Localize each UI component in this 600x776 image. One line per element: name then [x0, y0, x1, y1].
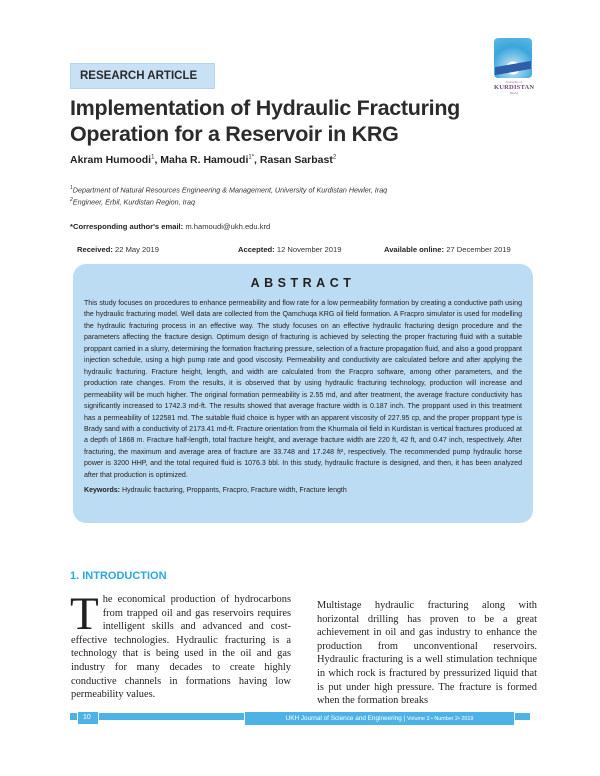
- abstract-heading: ABSTRACT: [250, 276, 356, 290]
- journal-name: UKH Journal of Science and Engineering: [285, 715, 402, 722]
- affiliation-1: $^1$Department of Natural Resources Engineering & Management, University of Kurdistan Hewler, Iraq: [70, 185, 388, 195]
- corresponding-author: [70, 222, 270, 231]
- author-name: Maha R. Hamoudi: [160, 154, 249, 166]
- paper-title: Implementation of Hydraulic Fracturing Operation for a Reservoir in KRG: [70, 96, 460, 146]
- journal-footer: UKH Journal of Science and Engineering | Volume 3 • Number 2• 2019: [244, 711, 515, 726]
- author-name: Akram Humoodi: [70, 154, 152, 166]
- keywords-label: Keywords:: [84, 487, 121, 495]
- journal-issue: Volume 3 • Number 2• 2019: [407, 716, 474, 722]
- affiliation-2: $^2$Engineer, Erbil, Kurdistan Region, Iraq: [70, 197, 196, 207]
- keywords-list: Hydraulic fracturing, Proppants, Fracpro, Fracture width, Fracture length: [122, 487, 347, 495]
- section-heading-introduction: 1. INTRODUCTION: [70, 570, 167, 582]
- online-date: Available online: 27 December 2019: [384, 245, 511, 254]
- drop-cap: T: [70, 588, 99, 640]
- intro-right-column: Multistage hydraulic fracturing along with horizontal drilling has proven to be a great achievement in oil and gas industry to enhance the production from unconventional reservoirs. Hydraulic fracturing is a well stimulation technique in which rock is fractured by pressurized liquid that is put under high pressure. The fracture is formed when the formation breaks: [317, 600, 537, 707]
- logo-line2: KURDISTAN: [494, 84, 535, 91]
- logo-line1: University of: [506, 80, 522, 84]
- corresponding-email[interactable]: m.hamoudi@ukh.edu.krd: [185, 222, 271, 231]
- accepted-date: Accepted: 12 November 2019: [238, 245, 342, 254]
- keywords: [84, 487, 522, 494]
- author-name: Rasan Sarbast: [259, 154, 333, 166]
- sunburst-logo-icon: [494, 38, 532, 78]
- page-number: 10: [77, 711, 99, 725]
- author-list: Akram Humoodi$^1$, Maha R. Hamoudi$^{1*}$, Rasan Sarbast$^2$: [70, 154, 337, 166]
- abstract-text: This study focuses on procedures to enhance permeability and flow rate for a low permeability formation by creating a conductive path using the hydraulic fracturing model. Well data are collected from the Qamchuqa KRG oil field formation. A Fracpro simulator is used for modelling the hydraulic fracturing process in an effective way. The study focuses on an effective hydraulic fracturing design procedure and the parameters affecting the fracture design. Optimum design of fracturing is achieved by selecting the proper fracturing fluid with a suitable proppant carried in a slurry, determining the formation fracturing pressure, selection of a fracture propagation fluid, and also a good proppant injection schedule, using a high pump rate and good viscosity. Permeability and conductivity are calculated before and after applying the hydraulic fracturing. Fracture height, length, and width are calculated from the Fracpro software, among other parameters, and the production rate changes. From the results, it is observed that by using hydraulic fracturing technology, production will increase and permeability will be much higher. The original formation permeability is 2.55 md, and after treatment, the average fracture conductivity has significantly increased to 1742.3 md-ft. The results showed that average fracture width is 0.187 inch. The proppant used in this treatment has a permeability of 122581 md. The suitable fluid choice is hyper with an apparent viscosity of 227.95 cp, and the proper proppant type is Brady sand with a conductivity of 2173.41 md-ft. Fracture orientation from the Khurmala oil field in Kurdistan is vertical fractures produced at a depth of 1868 m. Fracture half-length, total fracture height, and average fracture width are 220 ft, 42 ft, and 0.47 inch, respectively. After fracturing, the maximum and average area of fracture are 33.748 and 17.248 ft², respectively. The recommended pump hydraulic horse power is 3200 HHP, and the total required fluid is 1076.3 bbl. In this study, hydraulic fracture is designed, and then, it has been analyzed after that production is optimized.: [84, 300, 522, 479]
- corresponding-label: *Corresponding author's email:: [70, 222, 184, 231]
- logo-line3: Hewler: [509, 91, 519, 95]
- received-date: Received: 22 May 2019: [77, 245, 159, 254]
- intro-left-column: [70, 588, 291, 702]
- intro-left-text: he economical production of hydrocarbons from trapped oil and gas reservoirs requires intelligent skills and advanced and cost-effective technologies. Hydraulic fracturing is a technology that is being used in the oil and gas industry for many decades to create highly conductive channels in formations having low permeability values.: [71, 594, 291, 701]
- abstract-box: [73, 264, 533, 523]
- university-logo: [494, 38, 534, 100]
- affiliations: [70, 183, 387, 208]
- article-type-label: RESEARCH ARTICLE: [70, 63, 215, 89]
